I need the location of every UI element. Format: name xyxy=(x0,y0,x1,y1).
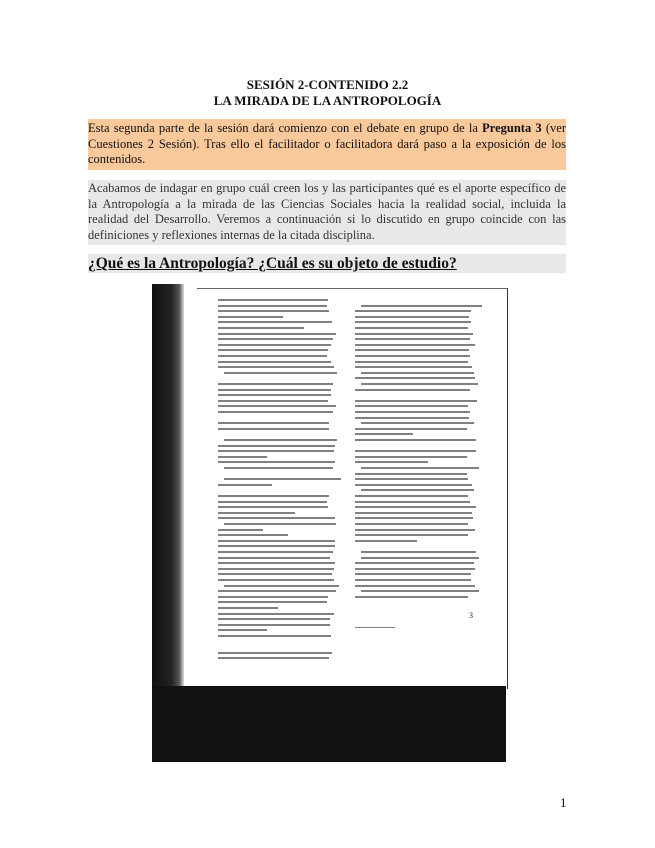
page-number: 1 xyxy=(560,795,567,810)
scan-text-line xyxy=(218,327,304,329)
scan-text-line xyxy=(218,540,335,542)
scan-text-line xyxy=(218,428,329,430)
scan-text-line xyxy=(355,596,468,598)
scan-text-line xyxy=(361,557,479,559)
scan-text-line xyxy=(361,383,478,385)
scan-text-line xyxy=(218,624,330,626)
scan-text-line xyxy=(355,377,475,379)
scan-text-line xyxy=(224,585,339,587)
scan-text-line xyxy=(218,635,331,637)
scan-text-line xyxy=(218,562,335,564)
scan-text-line xyxy=(355,400,477,402)
intro-text-end: (ver Cuestiones 2 Sesión). Tras ello el facilitador o facilitadora dará paso a la exposición de los contenidos. xyxy=(88,121,566,166)
scan-text-line xyxy=(355,366,472,368)
scan-text-line xyxy=(355,512,472,514)
scan-text-line xyxy=(355,573,471,575)
scan-text-line xyxy=(361,467,479,469)
scan-text-line xyxy=(355,579,471,581)
scan-text-line xyxy=(218,529,263,531)
scan-text-line xyxy=(355,484,472,486)
scan-text-line xyxy=(355,389,470,391)
scan-text-line xyxy=(218,534,288,536)
scan-text-line xyxy=(355,405,468,407)
session-title: SESIÓN 2-CONTENIDO 2.2 xyxy=(246,77,409,92)
scan-text-line xyxy=(218,506,328,508)
context-paragraph: Acabamos de indagar en grupo cuál creen los y las participantes qué es el aporte específico de la Antropología a la mirada de las Ciencias Sociales hacia la realidad social, incluida la realidad del Desarrollo. Veremos a continuación si lo discutido en grupo coincide con las definiciones y reflexiones internas de la citada disciplina. xyxy=(88,180,566,245)
scan-text-line xyxy=(355,540,417,542)
intro-question-ref: Pregunta 3 xyxy=(482,121,542,135)
section-title: LA MIRADA DE LA ANTROPOLOGÍA xyxy=(213,93,442,108)
scan-text-line xyxy=(355,439,476,441)
scan-text-line xyxy=(218,601,327,603)
scan-text-line xyxy=(355,321,471,323)
scan-text-line xyxy=(361,590,479,592)
scan-text-line xyxy=(361,372,474,374)
scan-text-line xyxy=(355,338,470,340)
scan-left-shadow xyxy=(152,284,184,690)
scan-bottom-shadow xyxy=(152,686,506,762)
scan-text-line xyxy=(218,484,272,486)
scan-text-line xyxy=(218,305,327,307)
scan-text-line xyxy=(355,361,468,363)
scan-text-line xyxy=(355,568,475,570)
scan-text-line xyxy=(355,495,468,497)
scan-text-line xyxy=(355,456,467,458)
scan-text-line xyxy=(218,344,331,346)
scan-text-line xyxy=(218,400,328,402)
scan-text-line xyxy=(218,333,336,335)
scan-text-line xyxy=(218,579,334,581)
scan-text-line xyxy=(218,355,327,357)
scan-text-line xyxy=(218,596,328,598)
scan-text-line xyxy=(218,389,331,391)
scan-text-line xyxy=(218,445,335,447)
scan-text-line xyxy=(355,450,476,452)
scan-text-line xyxy=(361,305,482,307)
scan-text-line xyxy=(355,478,468,480)
scan-text-line xyxy=(218,607,278,609)
section-heading: ¿Qué es la Antropología? ¿Cuál es su objeto de estudio? xyxy=(88,254,566,273)
scan-text-line xyxy=(355,316,469,318)
scan-text-line xyxy=(355,523,468,525)
scan-footnote-rule xyxy=(355,627,395,628)
scan-text-line xyxy=(224,467,333,469)
scan-text-line xyxy=(218,495,329,497)
scan-text-line xyxy=(355,417,469,419)
scan-text-line xyxy=(218,299,328,301)
scan-text-line xyxy=(218,338,333,340)
scan-text-line xyxy=(361,422,474,424)
scan-text-line xyxy=(218,394,331,396)
scan-text-line xyxy=(218,512,295,514)
scan-text-line xyxy=(355,411,470,413)
scan-text-line xyxy=(355,349,469,351)
scan-text-line xyxy=(218,568,334,570)
scan-text-line xyxy=(355,428,467,430)
scan-text-line xyxy=(218,456,267,458)
intro-text-start: Esta segunda parte de la sesión dará comienzo con el debate en grupo de la xyxy=(88,121,483,135)
scan-text-line xyxy=(355,506,476,508)
scan-text-line xyxy=(355,517,473,519)
scan-text-line xyxy=(218,383,333,385)
scan-text-line xyxy=(218,405,336,407)
scan-text-line xyxy=(218,361,331,363)
scan-text-line xyxy=(218,629,267,631)
scan-text-line xyxy=(218,613,334,615)
scan-text-line xyxy=(355,355,470,357)
scan-text-line xyxy=(361,489,474,491)
scan-text-line xyxy=(218,450,334,452)
scan-text-line xyxy=(218,461,335,463)
scan-text-line xyxy=(224,372,337,374)
scan-text-line xyxy=(218,316,283,318)
scan-text-line xyxy=(218,557,330,559)
intro-highlight-box xyxy=(88,119,566,170)
scan-text-line xyxy=(355,534,468,536)
scan-text-line xyxy=(355,344,475,346)
scan-text-line xyxy=(218,310,329,312)
scan-text-line xyxy=(355,333,473,335)
scan-text-line xyxy=(355,433,413,435)
scan-text-line xyxy=(224,523,336,525)
scan-text-line xyxy=(355,461,428,463)
scan-text-line xyxy=(224,439,337,441)
scan-page-number: 3 xyxy=(469,611,473,620)
scan-text-line xyxy=(218,411,333,413)
scan-text-line xyxy=(355,585,475,587)
scan-text-line xyxy=(218,349,328,351)
scan-text-line xyxy=(361,551,476,553)
scan-text-line xyxy=(355,562,474,564)
scan-text-line xyxy=(218,545,335,547)
scan-text-line xyxy=(218,422,329,424)
scan-text-line xyxy=(218,618,330,620)
scan-text-line xyxy=(355,327,468,329)
scan-text-line xyxy=(218,657,329,659)
scan-text-line xyxy=(218,517,335,519)
scan-text-line xyxy=(218,501,327,503)
scan-text-line xyxy=(218,321,332,323)
scan-text-line xyxy=(355,501,470,503)
scan-text-line xyxy=(218,366,334,368)
scan-text-line xyxy=(355,473,467,475)
scan-text-line xyxy=(355,529,475,531)
scan-text-line xyxy=(218,652,332,654)
scan-text-line xyxy=(218,551,333,553)
scan-text-line xyxy=(218,573,332,575)
scan-text-line xyxy=(224,478,341,480)
scan-text-line xyxy=(218,590,336,592)
scan-text-line xyxy=(355,310,471,312)
